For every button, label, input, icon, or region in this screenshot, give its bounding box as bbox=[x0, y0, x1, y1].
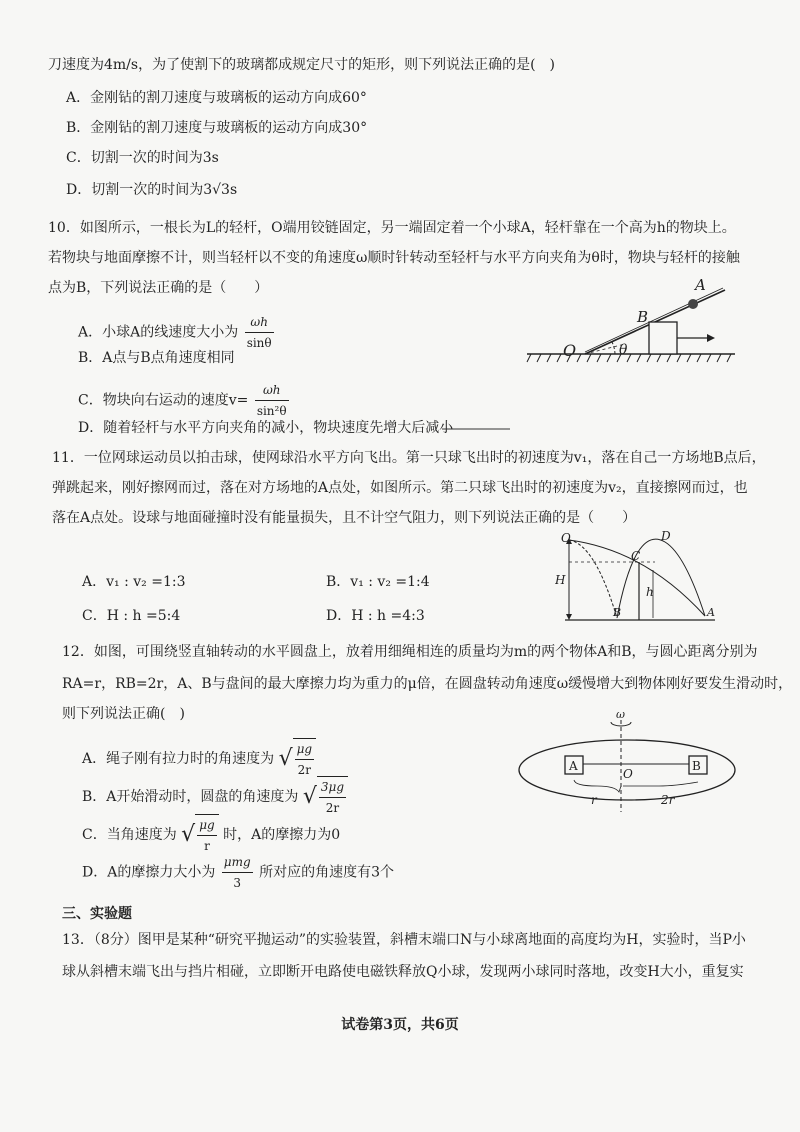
label-o: O bbox=[623, 767, 633, 781]
q11-option-b: B．v₁ : v₂ =1:4 bbox=[326, 574, 430, 590]
q10-line1: 10．如图所示，一根长为L的轻杆，O端用铰链固定，另一端固定着一个小球A，轻杆靠在一个高为h的物块上。 bbox=[48, 220, 736, 236]
q12-c-fraction bbox=[197, 815, 216, 856]
q12-b-sqrt: √ $\frac{3\mu g}{2r}$ bbox=[303, 776, 348, 818]
q12-a-numerator: μg bbox=[295, 739, 314, 760]
label-r: r bbox=[591, 793, 597, 807]
q10-option-a-text: A．小球A的线速度大小为 bbox=[78, 324, 239, 341]
q12-option-c-suffix: 时，A的摩擦力为0 bbox=[223, 827, 341, 843]
q11-line1: 11．一位网球运动员以拍击球，使网球沿水平方向飞出。第一只球飞出时的初速度为v₁，落在自己一方场地B点后， bbox=[52, 450, 766, 466]
label-H: H bbox=[555, 573, 566, 587]
ground-hatch bbox=[527, 354, 735, 362]
ball-a bbox=[688, 299, 698, 309]
q12-option-b bbox=[82, 776, 348, 818]
q11-line2: 弹跳起来，刚好擦网而过，落在对方场地的A点处，如图所示。第二只球飞出时的初速度为v₂，直接擦网而过，也 bbox=[52, 480, 748, 496]
q10-line2: 若物块与地面摩擦不计，则当轻杆以不变的角速度ω顺时针转动至轻杆与水平方向夹角为θ时，物块与轻杆的接触 bbox=[48, 250, 740, 266]
q9-option-b: B．金刚钻的割刀速度与玻璃板的运动方向成30° bbox=[66, 120, 368, 136]
q9-option-c: C．切割一次的时间为3s bbox=[66, 150, 219, 166]
H-arrow-bottom bbox=[566, 614, 572, 620]
q12-b-fraction bbox=[319, 777, 346, 818]
q11-option-d: D．H : h =4:3 bbox=[326, 608, 425, 624]
q10-a-denominator: sinθ bbox=[246, 336, 272, 350]
brace-2r bbox=[623, 782, 698, 786]
q12-option-c-text: C．当角速度为 bbox=[82, 827, 177, 843]
q12-option-b-text: B．A开始滑动时，圆盘的角速度为 bbox=[82, 789, 299, 805]
q9-stem: 刀速度为4m/s，为了使割下的玻璃都成规定尺寸的矩形，则下列说法正确的是( ) bbox=[48, 57, 556, 73]
q11-line3: 落在A点处。设球与地面碰撞时没有能量损失，且不计空气阻力，则下列说法正确的是（ ） bbox=[52, 510, 637, 526]
label-c: C bbox=[631, 549, 641, 563]
q10-c-denominator: sin²θ bbox=[256, 404, 287, 418]
q12-a-fraction bbox=[295, 739, 314, 780]
label-b: B bbox=[613, 606, 622, 619]
q10-a-numerator: ωh bbox=[245, 312, 274, 333]
q12-a-denominator: 2r bbox=[297, 763, 312, 777]
label-a: A bbox=[707, 606, 715, 619]
q10-option-b: B．A点与B点角速度相同 bbox=[78, 350, 235, 366]
q10-option-a bbox=[78, 312, 276, 353]
label-d: D bbox=[661, 530, 671, 543]
q10-line3: 点为B，下列说法正确的是（ ） bbox=[48, 280, 269, 296]
brace-r bbox=[574, 780, 621, 792]
trajectory-1 bbox=[569, 540, 617, 618]
theta-arc bbox=[612, 342, 615, 354]
q12-c-sqrt: √ $\frac{\mu g}{r}$ bbox=[181, 814, 219, 856]
q12-c-numerator: μg bbox=[197, 815, 216, 836]
page-footer: 试卷第3页，共6页 bbox=[341, 1017, 459, 1033]
q12-d-denominator: 3 bbox=[233, 876, 242, 890]
label-a: A bbox=[569, 759, 578, 773]
q11-option-c: C．H : h =5:4 bbox=[82, 608, 181, 624]
label-b: B bbox=[637, 308, 649, 326]
arrow-head bbox=[707, 334, 715, 342]
q12-option-a bbox=[82, 738, 316, 780]
q10-option-a-fraction bbox=[245, 312, 274, 353]
q12-b-numerator: 3μg bbox=[319, 777, 346, 798]
q9-option-a: A．金刚钻的割刀速度与玻璃板的运动方向成60° bbox=[66, 90, 367, 106]
section-title: 三、实验题 bbox=[62, 906, 132, 922]
q12-option-c bbox=[82, 814, 340, 856]
q10-figure bbox=[525, 276, 740, 376]
q12-line1: 12．如图，可围绕竖直轴转动的水平圆盘上，放着用细绳相连的质量均为m的两个物体A和B，与圆心距离分别为 bbox=[62, 644, 758, 660]
label-omega: ω bbox=[616, 712, 625, 721]
q11-option-a: A．v₁ : v₂ =1:3 bbox=[82, 574, 186, 590]
q10-d-underline bbox=[442, 426, 512, 432]
q12-line3: 则下列说法正确( ) bbox=[62, 706, 185, 722]
q13-line2: 球从斜槽末端飞出与挡片相碰，立即断开电路使电磁铁释放Q小球，发现两小球同时落地，改变H大小，重复实 bbox=[62, 964, 744, 980]
q12-line2: RA=r，RB=2r，A、B与盘间的最大摩擦力均为重力的μ倍，在圆盘转动角速度ω缓慢增大到物体刚好要发生滑动时， bbox=[62, 676, 793, 692]
label-h: h bbox=[646, 585, 654, 599]
q10-option-c-text: C．物块向右运动的速度v= bbox=[78, 392, 249, 409]
q12-d-fraction bbox=[222, 852, 253, 893]
q10-option-d: D．随着轻杆与水平方向夹角的减小，物块速度先增大后减小 bbox=[78, 420, 454, 436]
q9-option-d: D．切割一次的时间为3√3s bbox=[66, 182, 238, 198]
q12-option-d bbox=[82, 852, 394, 893]
q10-c-numerator: ωh bbox=[255, 380, 289, 401]
q12-option-d-text: D．A的摩擦力大小为 bbox=[82, 864, 216, 881]
label-o: O bbox=[563, 341, 577, 360]
label-2r: 2r bbox=[661, 793, 675, 807]
q12-option-a-text: A．绳子刚有拉力时的角速度为 bbox=[82, 751, 275, 767]
q12-b-denominator: 2r bbox=[325, 801, 340, 815]
q12-c-denominator: r bbox=[204, 839, 210, 853]
q12-a-sqrt: √ $\frac{\mu g}{2r}$ bbox=[279, 738, 317, 780]
q13-line1: 13．（8分）图甲是某种“研究平抛运动”的实验装置，斜槽末端口N与小球离地面的高度均为H，实验时，当P小 bbox=[62, 932, 746, 948]
label-a: A bbox=[695, 276, 706, 294]
q12-d-numerator: μmg bbox=[222, 852, 253, 873]
q12-option-d-suffix: 所对应的角速度有3个 bbox=[259, 864, 395, 881]
q12-figure bbox=[515, 712, 740, 822]
q11-figure bbox=[555, 530, 725, 630]
block bbox=[649, 322, 677, 354]
label-o: O bbox=[561, 531, 571, 545]
label-theta: θ bbox=[619, 342, 628, 358]
q10-option-c bbox=[78, 380, 291, 421]
q10-option-c-fraction bbox=[255, 380, 289, 421]
label-b: B bbox=[692, 759, 701, 773]
